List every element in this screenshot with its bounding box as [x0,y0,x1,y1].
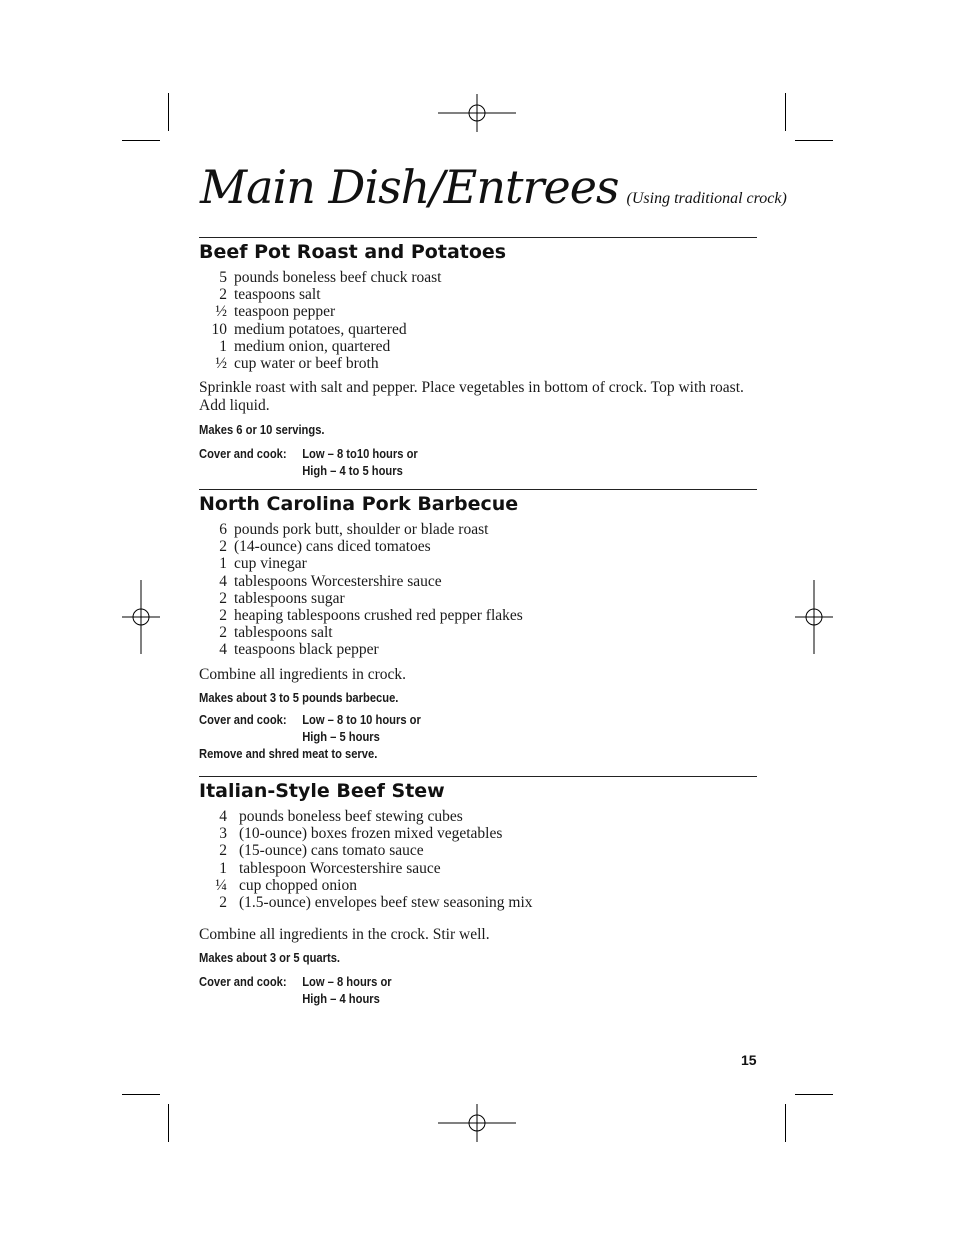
recipe-yield: Makes about 3 to 5 pounds barbecue. [199,689,399,705]
ingredient-qty: 2 [219,842,227,860]
section-divider [199,489,757,490]
ingredient-text: tablespoons Worcestershire sauce [234,572,442,590]
ingredient-item [199,860,757,877]
recipe-yield: Makes about 3 or 5 quarts. [199,950,341,966]
cook-label: Cover and cook: [199,711,287,727]
ingredient-item [199,894,757,911]
recipe-title: Beef Pot Roast and Potatoes [199,241,507,263]
recipe-yield: Makes 6 or 10 servings. [199,422,325,438]
ingredient-text: pounds boneless beef chuck roast [234,269,442,286]
ingredient-qty: 10 [211,320,227,338]
ingredient-qty: 2 [219,286,227,304]
ingredient-qty: ¼ [215,876,227,894]
ingredient-qty: 2 [219,624,227,642]
ingredient-item [199,338,757,355]
ingredient-text: teaspoons salt [234,286,321,304]
section-divider [199,776,757,777]
ingredient-item [199,842,757,859]
registration-mark-left [122,580,160,654]
ingredient-item [199,877,757,894]
section-divider [199,237,757,238]
page-number: 15 [741,1052,757,1068]
ingredient-qty: 4 [219,808,227,825]
ingredient-text: (15-ounce) cans tomato sauce [239,842,424,860]
ingredient-qty: 5 [219,269,227,286]
ingredient-qty: 2 [219,538,227,556]
cook-low: Low – 8 to 10 hours or [302,711,421,727]
ingredient-qty: 1 [219,859,227,877]
cook-high: High – 4 to 5 hours [302,463,403,479]
ingredient-text: tablespoons salt [234,624,333,642]
ingredient-text: tablespoons sugar [234,589,345,607]
ingredient-item [199,538,757,555]
ingredient-item [199,321,757,338]
ingredient-text: (14-ounce) cans diced tomatoes [234,538,431,556]
ingredient-item [199,808,757,825]
ingredient-text: medium potatoes, quartered [234,320,407,338]
ingredient-item [199,607,757,624]
recipe-directions: Combine all ingredients in the crock. Stir well. [199,926,490,944]
ingredient-text: medium onion, quartered [234,337,391,355]
cook-low: Low – 8 to10 hours or [302,446,418,462]
recipe-note: Remove and shred meat to serve. [199,745,378,761]
cook-high: High – 5 hours [302,728,380,744]
cook-label: Cover and cook: [199,974,287,990]
ingredient-text: heaping tablespoons crushed red pepper flakes [234,606,523,624]
ingredient-text: (1.5-ounce) envelopes beef stew seasoning mix [239,893,533,911]
ingredient-qty: 2 [219,606,227,624]
ingredient-list [199,269,757,372]
ingredient-text: cup chopped onion [239,876,357,894]
recipe-pork-barbecue [199,489,757,762]
recipe-title: Italian-Style Beef Stew [199,780,445,802]
ingredient-qty: 6 [219,521,227,538]
ingredient-text: tablespoon Worcestershire sauce [239,859,441,877]
ingredient-qty: ½ [215,354,227,372]
ingredient-text: pounds pork butt, shoulder or blade roast [234,521,489,538]
ingredient-item [199,825,757,842]
ingredient-item [199,573,757,590]
recipe-directions: Sprinkle roast with salt and pepper. Place vegetables in bottom of crock. Top with roast. Add liquid. [199,379,744,415]
ingredient-qty: 4 [219,641,227,659]
recipe-italian-beef-stew [199,776,757,1007]
ingredient-qty: 4 [219,572,227,590]
ingredient-item [199,355,757,372]
ingredient-text: (10-ounce) boxes frozen mixed vegetables [239,825,503,843]
ingredient-item [199,303,757,320]
ingredient-text: pounds boneless beef stewing cubes [239,808,463,825]
ingredient-list [199,808,757,911]
ingredient-item [199,521,757,538]
ingredient-qty: 2 [219,893,227,911]
cook-instructions [199,445,679,479]
cook-high: High – 4 hours [302,991,380,1007]
recipe-directions: Combine all ingredients in crock. [199,665,407,683]
ingredient-item [199,641,757,658]
ingredient-text: teaspoons black pepper [234,641,379,659]
cook-low: Low – 8 hours or [302,974,392,990]
cook-instructions [199,973,679,1007]
ingredient-qty: ½ [215,303,227,321]
ingredient-item [199,286,757,303]
registration-mark-right [795,580,833,654]
ingredient-list [199,521,757,659]
ingredient-qty: 1 [219,555,227,573]
ingredient-item [199,269,757,286]
ingredient-qty: 3 [219,825,227,843]
recipe-title: North Carolina Pork Barbecue [199,493,519,515]
ingredient-text: cup water or beef broth [234,354,379,372]
ingredient-text: teaspoon pepper [234,303,336,321]
page-subtitle: (Using traditional crock) [626,190,787,207]
ingredient-item [199,590,757,607]
ingredient-item [199,555,757,572]
recipe-beef-pot-roast [199,237,757,479]
cook-label: Cover and cook: [199,446,287,462]
page-header [200,160,787,220]
cook-instructions [199,711,679,745]
page-title: Main Dish/Entrees [200,160,619,214]
ingredient-item [199,624,757,641]
registration-mark-top [438,94,516,132]
ingredient-qty: 2 [219,589,227,607]
registration-mark-bottom [438,1104,516,1142]
ingredient-qty: 1 [219,337,227,355]
ingredient-text: cup vinegar [234,555,307,573]
